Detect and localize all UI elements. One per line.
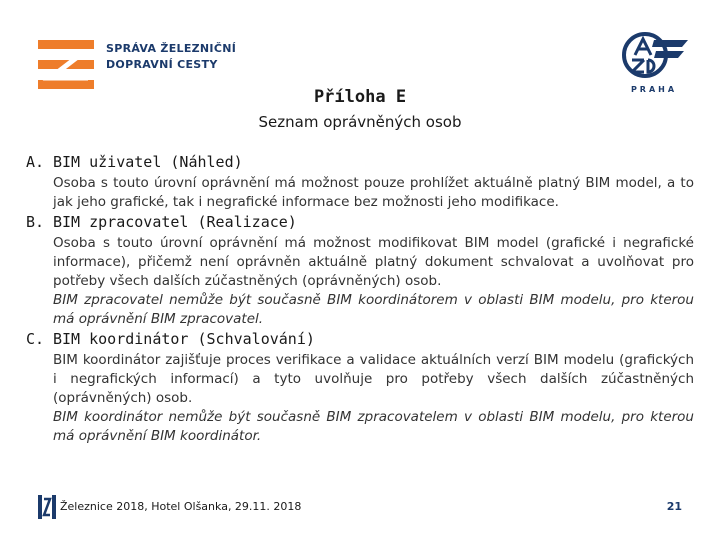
section-title: BIM zpracovatel (Realizace) (53, 213, 297, 231)
section-c (26, 329, 694, 446)
section-title: BIM uživatel (Náhled) (53, 153, 243, 171)
szdc-logo (36, 38, 256, 90)
footer-text: Železnice 2018, Hotel Olšanka, 29.11. 2018 (60, 500, 302, 513)
azd-logo-city: PRAHA (630, 85, 678, 94)
section-heading (26, 329, 694, 349)
section-note: BIM koordinátor nemůže být současně BIM zpracovatelem v oblasti BIM modelu, pro kterou má oprávnění BIM koordinátor. (53, 409, 694, 444)
szdc-footer-icon (38, 495, 56, 519)
szdc-logo-line2: DOPRAVNÍ CESTY (106, 58, 218, 71)
section-paragraph: Osoba s touto úrovní oprávnění má možnost pouze prohlížet aktuálně platný BIM model, a to jak jeho grafické, tak i negrafické informace bez možnosti jeho modifikace. (53, 175, 694, 210)
section-note: BIM zpracovatel nemůže být současně BIM koordinátorem v oblasti BIM modelu, pro kterou má oprávnění BIM zpracovatel. (53, 292, 694, 327)
section-heading (26, 152, 694, 172)
section-letter: B. (26, 213, 45, 231)
section-letter: C. (26, 330, 45, 348)
azd-logo-icon (618, 30, 690, 84)
szdc-logo-text (106, 41, 236, 73)
section-paragraph: Osoba s touto úrovní oprávnění má možnost modifikovat BIM model (grafické i negrafické informace), přičemž není oprávněn aktuálně platný dokument schvalovat a uvolňovat pro potřeby všech dalších zúčastněných (oprávněných) osob. (53, 235, 694, 289)
sections-list (26, 152, 694, 446)
szdc-logo-icon (36, 38, 96, 90)
section-title: BIM koordinátor (Schvalování) (53, 330, 315, 348)
page-subtitle: Seznam oprávněných osob (258, 113, 462, 131)
szdc-logo-line1: SPRÁVA ŽELEZNIČNÍ (106, 42, 237, 55)
section-paragraph: BIM koordinátor zajišťuje proces verifikace a validace aktuálních verzí BIM modelu (grafických i negrafických informací) a tyto uvolňuje pro potřeby všech dalších zúčastněných (oprávněných) osob. (53, 352, 694, 406)
page-number: 21 (666, 500, 682, 513)
section-heading (26, 212, 694, 232)
section-b (26, 212, 694, 329)
section-a (26, 152, 694, 212)
section-letter: A. (26, 153, 45, 171)
page-title: Příloha E (313, 87, 407, 107)
